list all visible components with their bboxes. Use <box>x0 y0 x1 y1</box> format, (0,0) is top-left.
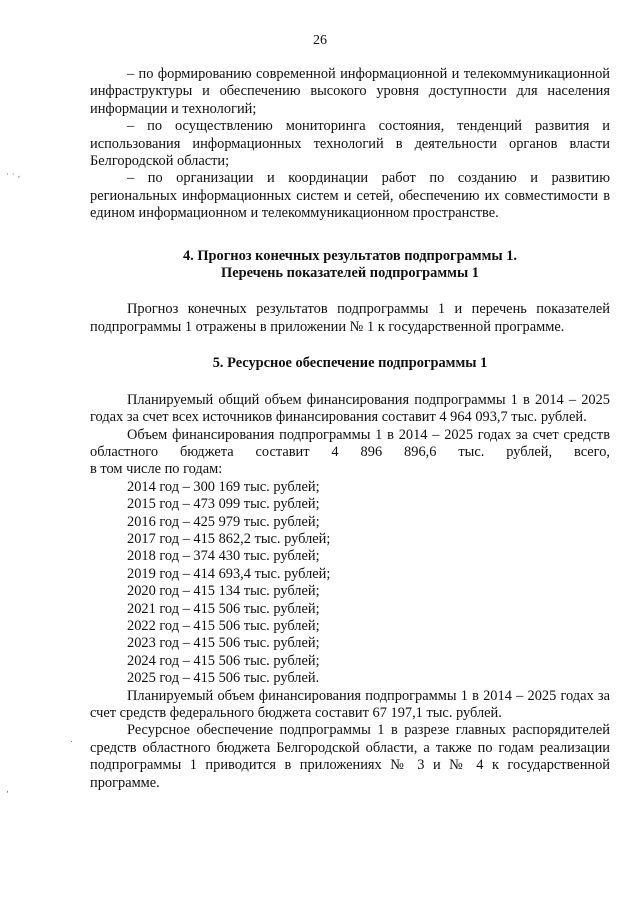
bullet-paragraph: – по формированию современной информационной и телекоммуникационной инфраструктуры и обеспечению высокого уровня доступности для населения информации и технологий; <box>90 66 610 117</box>
year-item: 2018 год – 374 430 тыс. рублей; <box>127 548 320 565</box>
year-item: 2014 год – 300 169 тыс. рублей; <box>127 478 320 495</box>
financing-total-paragraph: Планируемый общий объем финансирования подпрограммы 1 в 2014 – 2025 годах за счет всех источников финансирования составит 4 964 093,7 тыс. рублей. <box>90 391 610 426</box>
year-item: 2017 год – 415 862,2 тыс. рублей; <box>127 530 331 547</box>
section-4-heading-line1: 4. Прогноз конечных результатов подпрограммы 1. <box>182 247 518 264</box>
bullet-paragraph: – по осуществлению мониторинга состояния, тенденций развития и использования информационных технологий в деятельности органов власти Белгородской области; <box>90 118 610 170</box>
page-number: 26 <box>313 33 327 48</box>
distribution-paragraph: Ресурсное обеспечение подпрограммы 1 в разрезе главных распорядителей средств областного бюджета Белгородской области, а также по годам реализации подпрограммы 1 приводится в приложениях № 3 и № 4 к государственной программе. <box>90 722 610 791</box>
years-list <box>90 479 610 688</box>
year-item: 2025 год – 415 506 тыс. рублей. <box>127 670 320 687</box>
federal-budget-paragraph: Планируемый объем финансирования подпрограммы 1 в 2014 – 2025 годах за счет средств федерального бюджета составит 67 197,1 тыс. рублей. <box>90 687 610 721</box>
document-body <box>90 66 610 792</box>
section-4-text: Прогноз конечных результатов подпрограммы 1 и перечень показателей подпрограммы 1 отражены в приложении № 1 к государственной программе. <box>90 301 610 335</box>
year-item: 2023 год – 415 506 тыс. рублей; <box>127 635 320 652</box>
year-item: 2024 год – 415 506 тыс. рублей; <box>127 652 320 669</box>
year-item: 2021 год – 415 506 тыс. рублей; <box>127 600 320 617</box>
year-item: 2022 год – 415 506 тыс. рублей; <box>127 617 320 634</box>
margin-speck: , <box>6 785 9 795</box>
section-4-heading-line2: Перечень показателей подпрограммы 1 <box>221 265 479 282</box>
year-item: 2020 год – 415 134 тыс. рублей; <box>127 583 320 600</box>
regional-budget-paragraph: Объем финансирования подпрограммы 1 в 2014 – 2025 годах за счет средств областного бюджета составит 4 896 896,6 тыс. рублей, всего, <box>90 426 610 460</box>
section-5-heading: 5. Ресурсное обеспечение подпрограммы 1 <box>212 355 488 372</box>
year-item: 2016 год – 425 979 тыс. рублей; <box>127 513 320 530</box>
year-item: 2015 год – 473 099 тыс. рублей; <box>127 496 320 513</box>
bullet-paragraph: – по организации и координации работ по созданию и развитию региональных информационных систем и сетей, обеспечению их совместимости в едином информационном и телекоммуникационном пространстве. <box>90 170 610 222</box>
margin-speck: . <box>70 735 73 745</box>
by-years-intro: в том числе по годам: <box>90 461 223 478</box>
year-item: 2019 год – 414 693,4 тыс. рублей; <box>127 565 331 582</box>
margin-speck: · · , <box>6 170 21 180</box>
